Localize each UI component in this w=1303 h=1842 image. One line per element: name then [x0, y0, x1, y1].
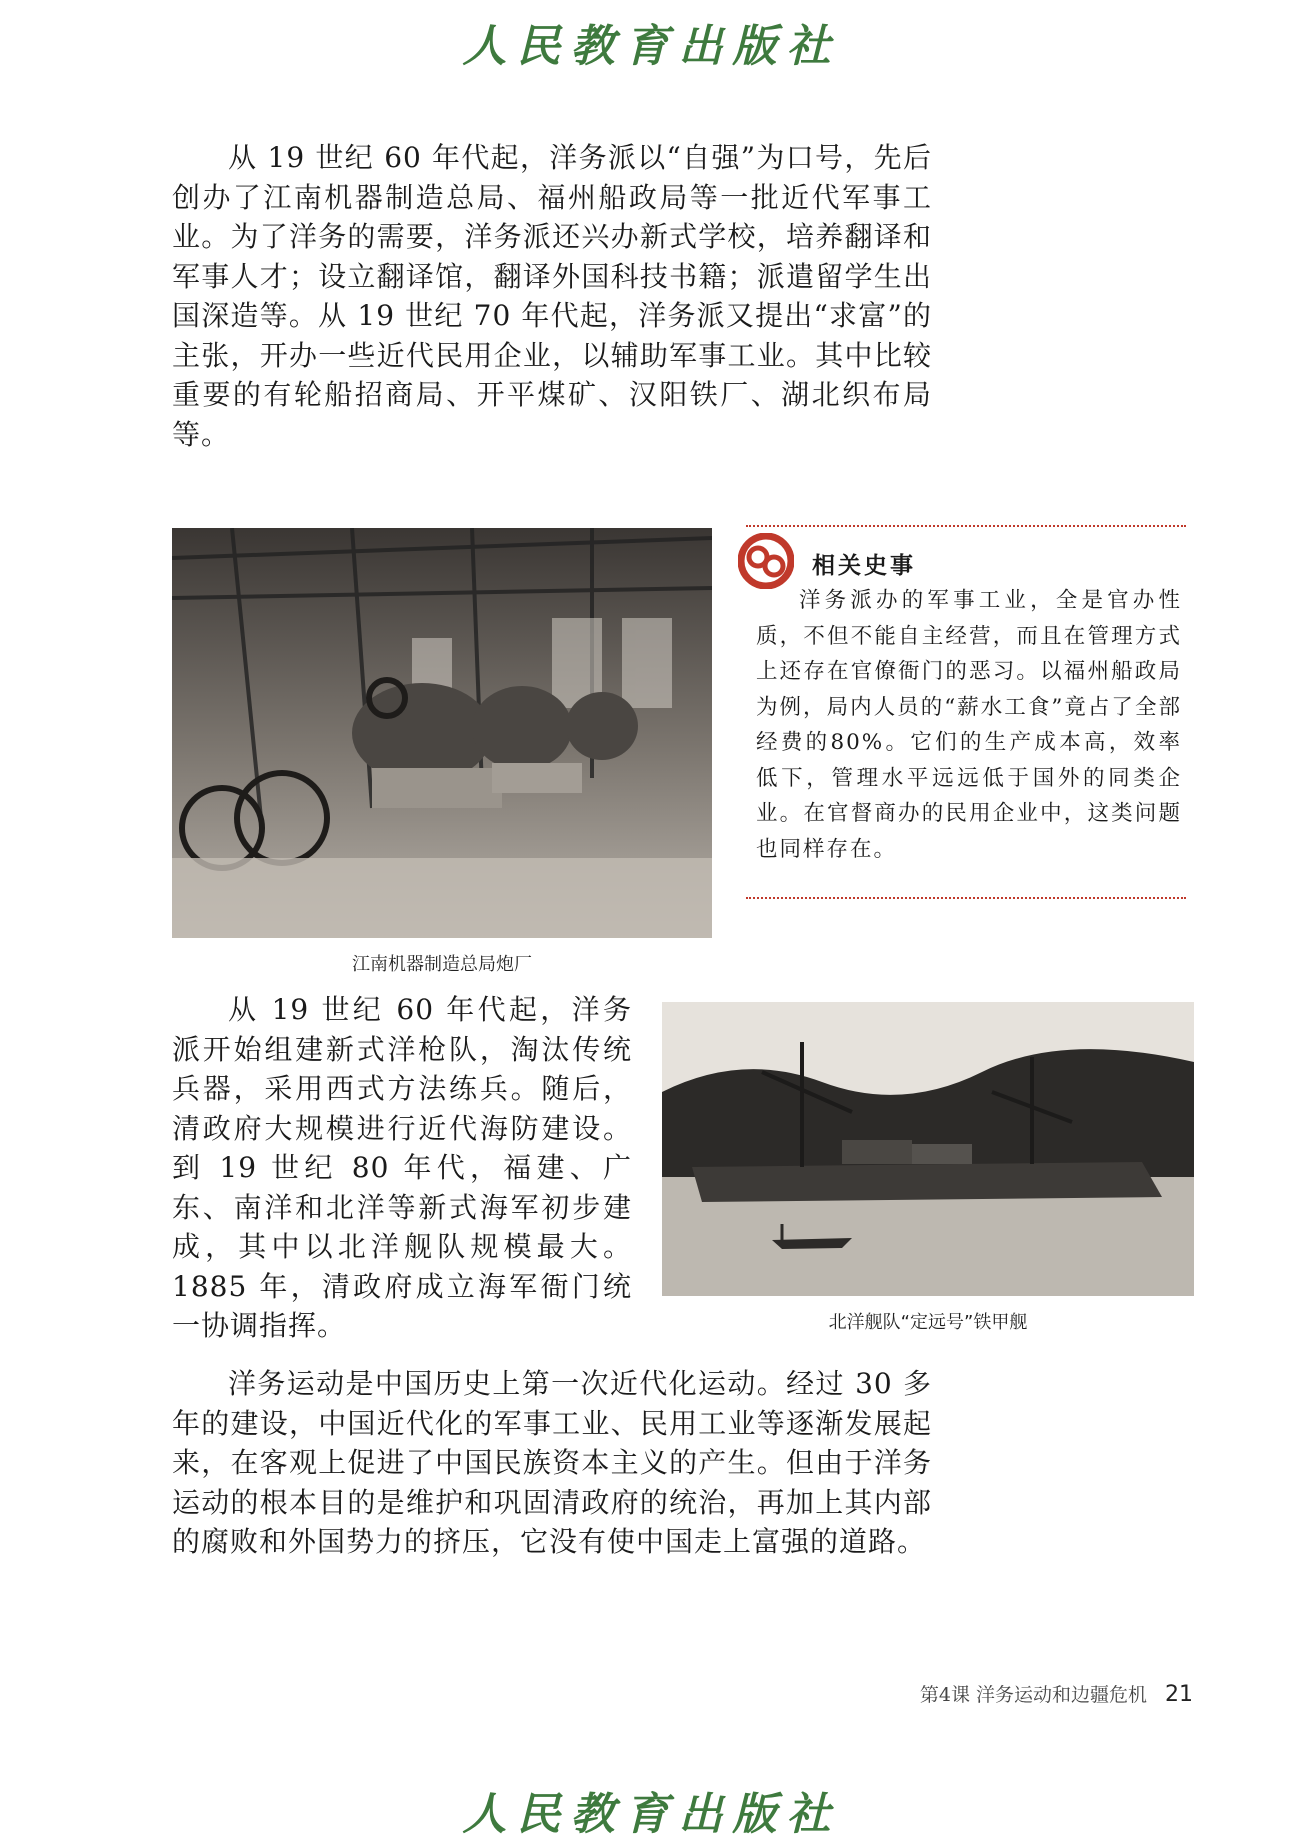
- sidebar-title: 相关史事: [812, 553, 916, 579]
- figure-caption-ironclad: 北洋舰队“定远号”铁甲舰: [828, 1312, 1028, 1333]
- publisher-logo-bottom: 人民教育出版社: [462, 1789, 841, 1840]
- photo-arsenal-workshop: [172, 528, 712, 938]
- arsenal-photo-illustration: [172, 528, 712, 938]
- page-number: 21: [1165, 1682, 1193, 1707]
- publisher-logo-top: 人民教育出版社: [462, 21, 841, 72]
- figure-caption-arsenal: 江南机器制造总局炮厂: [352, 954, 532, 975]
- paragraph-3: 洋务运动是中国历史上第一次近代化运动。经过 30 多年的建设，中国近代化的军事工业、民用工业等逐渐发展起来，在客观上促进了中国民族资本主义的产生。但由于洋务运动的根本目的是维护和巩固清政府的统治，再加上其内部的腐败和外国势力的挤压，它没有使中国走上富强的道路。: [172, 1367, 932, 1558]
- lesson-title: 第4课 洋务运动和边疆危机: [919, 1684, 1147, 1706]
- page-footer: [920, 1680, 1193, 1707]
- paragraph-2: 从 19 世纪 60 年代起，洋务派开始组建新式洋枪队，淘汰传统兵器，采用西式方法练兵。随后，清政府大规模进行近代海防建设。到 19 世纪 80 年代，福建、广东、南洋和北洋等新式海军初步建成，其中以北洋舰队规模最大。1885 年，清政府成立海军衙门统一协调指挥。: [172, 993, 632, 1342]
- paragraph-1: 从 19 世纪 60 年代起，洋务派以“自强”为口号，先后创办了江南机器制造总局、福州船政局等一批近代军事工业。为了洋务的需要，洋务派还兴办新式学校，培养翻译和军事人才；设立翻译馆，翻译外国科技书籍；派遣留学生出国深造等。从 19 世纪 70 年代起，洋务派又提出“求富”的主张，开办一些近代民用企业，以辅助军事工业。其中比较重要的有轮船招商局、开平煤矿、汉阳铁厂、湖北织布局等。: [172, 141, 932, 451]
- sidebar-body: 洋务派办的军事工业，全是官办性质，不但不能自主经营，而且在管理方式上还存在官僚衙门的恶习。以福州船政局为例，局内人员的“薪水工食”竟占了全部经费的80%。它们的生产成本高，效率低下，管理水平远远低于国外的同类企业。在官督商办的民用企业中，这类问题也同样存在。: [756, 588, 1182, 862]
- photo-dingyuan-ironclad: [662, 1002, 1194, 1296]
- ironclad-photo-illustration: [662, 1002, 1194, 1296]
- history-emblem-icon: [738, 533, 794, 589]
- related-history-sidebar: [746, 525, 1186, 899]
